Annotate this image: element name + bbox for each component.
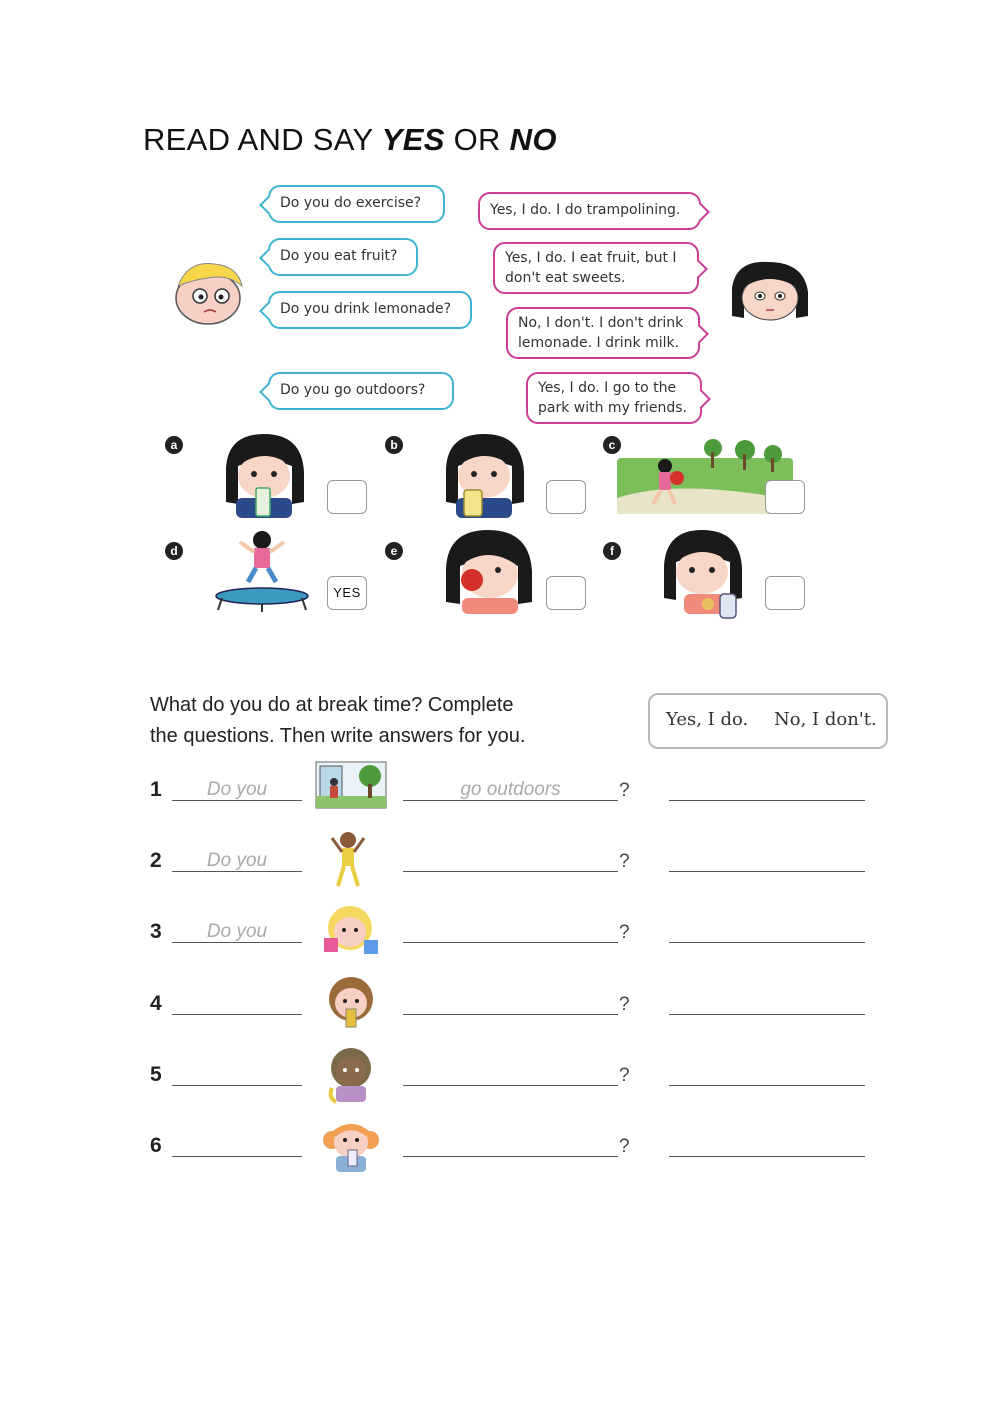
question-start-line[interactable] (172, 1156, 302, 1157)
picture-letter-f: f (603, 542, 621, 560)
question-start-hint: Do you (206, 850, 268, 871)
girl-drinking-milk-small-illustration (318, 1120, 384, 1174)
boy-exercising-illustration (328, 830, 368, 890)
picture-letter-c: c (603, 436, 621, 454)
answer-line[interactable] (669, 1085, 865, 1086)
boy-face-illustration (168, 256, 248, 326)
question-mark: ? (619, 851, 630, 872)
girl-drinking-juice-illustration (322, 975, 380, 1031)
answer-bubble-lemonade: No, I don't. I don't drink lemonade. I drink milk. (506, 307, 700, 359)
question-phrase-line[interactable] (403, 942, 618, 943)
exercise-instruction: What do you do at break time? Complete the questions. Then write answers for you. (150, 694, 526, 747)
answer-line[interactable] (669, 871, 865, 872)
answer-box-a[interactable] (327, 480, 367, 514)
question-mark: ? (619, 780, 630, 801)
question-mark: ? (619, 1065, 630, 1086)
question-bubble-exercise: Do you do exercise? (268, 185, 445, 223)
question-phrase-line[interactable] (403, 1156, 618, 1157)
picture-letter-d: d (165, 542, 183, 560)
row-number: 3 (150, 920, 162, 943)
boy-eating-banana-illustration (324, 1046, 378, 1104)
question-bubble-fruit: Do you eat fruit? (268, 238, 418, 276)
row-number: 1 (150, 778, 162, 801)
answer-box-d[interactable]: YES (327, 576, 367, 610)
question-phrase-hint: go outdoors (460, 779, 561, 800)
girl-eating-sweets-illustration (320, 902, 382, 960)
row-number: 2 (150, 849, 162, 872)
answer-line[interactable] (669, 942, 865, 943)
girl-eating-apple-illustration (440, 528, 536, 614)
going-outdoors-illustration (314, 760, 388, 810)
girl-drinking-lemonade-illustration (442, 432, 526, 518)
question-start-hint: Do you (206, 779, 268, 800)
picture-letter-a: a (165, 436, 183, 454)
answer-box-c[interactable] (765, 480, 805, 514)
answer-bubble-park: Yes, I do. I go to the park with my friends. (526, 372, 702, 424)
row-number: 5 (150, 1063, 162, 1086)
answer-line[interactable] (669, 1156, 865, 1157)
answer-bubble-trampolining: Yes, I do. I do trampolining. (478, 192, 701, 230)
girl-on-trampoline-illustration (212, 528, 312, 612)
answer-line[interactable] (669, 800, 865, 801)
question-start-line[interactable] (172, 1014, 302, 1015)
answer-line[interactable] (669, 1014, 865, 1015)
page-title: READ AND SAY YES OR NO (143, 122, 557, 157)
row-number: 4 (150, 992, 162, 1015)
question-bubble-lemonade: Do you drink lemonade? (268, 291, 472, 329)
answer-box-b[interactable] (546, 480, 586, 514)
question-bubble-outdoors: Do you go outdoors? (268, 372, 454, 410)
question-mark: ? (619, 994, 630, 1015)
question-phrase-line[interactable] (403, 1085, 618, 1086)
question-mark: ? (619, 922, 630, 943)
picture-letter-b: b (385, 436, 403, 454)
answer-bubble-fruit: Yes, I do. I eat fruit, but I don't eat sweets. (493, 242, 699, 294)
answer-option-no: No, I don't. (774, 709, 877, 730)
question-mark: ? (619, 1136, 630, 1157)
question-start-hint: Do you (206, 921, 268, 942)
girl-drinking-milk-illustration (222, 432, 306, 518)
question-start-line[interactable] (172, 1085, 302, 1086)
answer-options-box (648, 693, 888, 749)
answer-box-e[interactable] (546, 576, 586, 610)
question-phrase-line[interactable] (403, 1014, 618, 1015)
picture-letter-e: e (385, 542, 403, 560)
answer-box-f[interactable] (765, 576, 805, 610)
title-yes: YES (381, 122, 445, 157)
answer-option-yes: Yes, I do. (666, 709, 749, 730)
girl-face-illustration (726, 258, 812, 326)
girl-with-sweets-illustration (660, 528, 746, 620)
title-no: NO (509, 122, 557, 157)
row-number: 6 (150, 1134, 162, 1157)
question-phrase-line[interactable] (403, 871, 618, 872)
